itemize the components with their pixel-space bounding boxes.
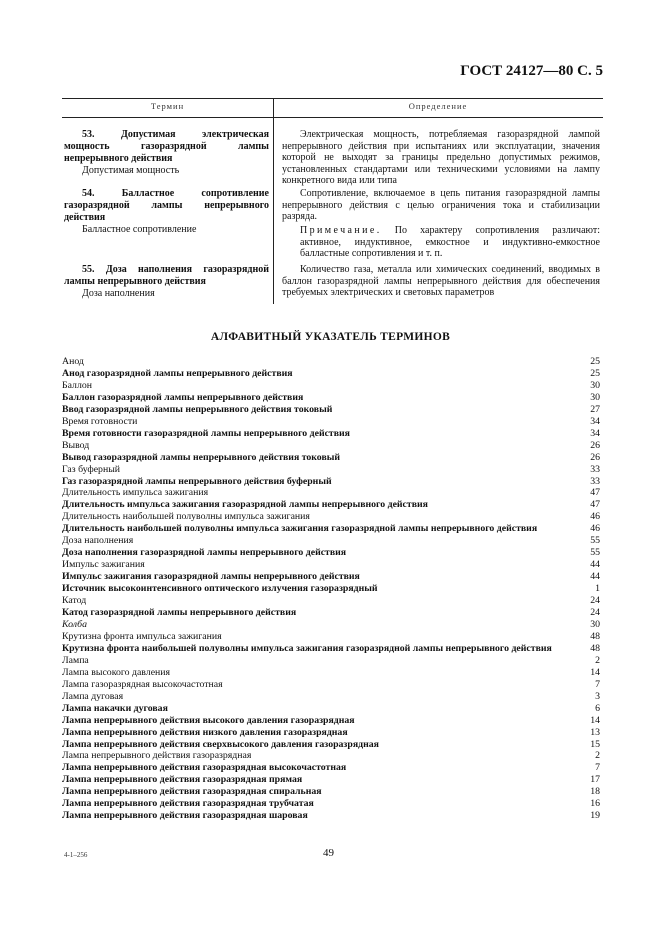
document-reference: ГОСТ 24127—80 С. 5 — [460, 63, 603, 79]
index-row — [62, 667, 600, 679]
index-term-number: 44 — [590, 559, 600, 571]
index-term: Источник высокоинтенсивного оптического излучения газоразрядный — [62, 583, 378, 595]
index-term: Катод — [62, 595, 87, 607]
index-term-number: 16 — [590, 798, 600, 810]
index-row — [62, 631, 600, 643]
index-row — [62, 810, 600, 822]
index-term: Доза наполнения газоразрядной лампы непрерывного действия — [62, 547, 347, 559]
index-row — [62, 511, 600, 523]
index-term: Лампа непрерывного действия газоразрядная шаровая — [62, 810, 308, 822]
definition-text: Сопротивление, включаемое в цепь питания газоразрядной лампы непрерывного действия с целью ограничения тока и стабилизации разряда. — [282, 188, 600, 223]
index-term: Длительность наибольшей полуволны импульса зажигания газоразрядной лампы непрерывного действия — [62, 523, 538, 535]
index-row — [62, 571, 600, 583]
index-term: Катод газоразрядной лампы непрерывного действия — [62, 607, 297, 619]
index-term: Газ буферный — [62, 463, 121, 475]
index-row — [62, 464, 600, 476]
index-term-number: 24 — [590, 607, 600, 619]
index-row — [62, 487, 600, 499]
definition-entry-54 — [282, 188, 600, 223]
index-term-number: 6 — [595, 702, 600, 714]
index-term: Лампа непрерывного действия газоразрядная высокочастотная — [62, 762, 347, 774]
index-term: Лампа накачки дуговая — [62, 702, 168, 714]
index-term: Лампа дуговая — [62, 690, 124, 702]
index-term: Лампа непрерывного действия газоразрядная прямая — [62, 774, 303, 786]
index-row — [62, 380, 600, 392]
index-row — [62, 535, 600, 547]
index-term: Баллон газоразрядной лампы непрерывного действия — [62, 391, 304, 403]
index-term: Колба — [62, 618, 88, 630]
table-header-rule — [62, 117, 603, 118]
index-term-number: 2 — [595, 654, 600, 666]
index-term: Баллон — [62, 379, 92, 391]
term-bold: 53. Допустимая электрическая мощность газоразрядной лампы непрерывного действия — [64, 129, 269, 164]
index-term: Длительность импульса зажигания — [62, 487, 209, 499]
index-term: Крутизна фронта импульса зажигания — [62, 630, 222, 642]
index-term: Лампа непрерывного действия сверхвысокого давления газоразрядная — [62, 738, 379, 750]
index-term: Анод — [62, 356, 84, 367]
index-term: Лампа газоразрядная высокочастотная — [62, 678, 223, 690]
note-entry-54 — [300, 225, 600, 260]
index-term: Лампа непрерывного действия газоразрядная спиральная — [62, 786, 322, 798]
note-text: По характеру сопротивления различают: активное, индуктивное, емкостное и индуктивно-емкостное балластные сопротивления и т. п. — [300, 225, 600, 260]
index-row — [62, 428, 600, 440]
index-row — [62, 691, 600, 703]
index-term-number: 48 — [590, 630, 600, 642]
index-row — [62, 715, 600, 727]
table-column-divider — [273, 99, 274, 304]
index-term: Длительность импульса зажигания газоразрядной лампы непрерывного действия — [62, 499, 428, 511]
index-row — [62, 356, 600, 368]
column-header-definition: Определение — [408, 101, 468, 111]
index-term-number: 46 — [590, 523, 600, 535]
term-entry-55 — [64, 264, 269, 300]
index-row — [62, 762, 600, 774]
index-term-number: 55 — [590, 547, 600, 559]
term-short: Доза наполнения — [82, 288, 155, 299]
definition-entry-55 — [282, 264, 600, 299]
index-term: Лампа непрерывного действия высокого давления газоразрядная — [62, 714, 355, 726]
index-term: Время готовности газоразрядной лампы непрерывного действия — [62, 427, 350, 439]
index-term-number: 46 — [590, 511, 600, 523]
index-term: Лампа — [62, 654, 89, 666]
print-code: 4-1–256 — [64, 851, 88, 859]
index-row — [62, 368, 600, 380]
index-row — [62, 774, 600, 786]
index-term: Импульс зажигания газоразрядной лампы непрерывного действия — [62, 571, 360, 583]
index-term: Крутизна фронта наибольшей полуволны импульса зажигания газоразрядной лампы непрерывного действия — [62, 642, 552, 654]
index-term: Длительность наибольшей полуволны импульса зажигания — [62, 511, 310, 523]
index-row — [62, 559, 600, 571]
index-row — [62, 739, 600, 751]
index-term-number: 47 — [590, 499, 600, 511]
index-term: Время готовности — [62, 415, 138, 427]
index-term-number: 25 — [590, 367, 600, 379]
index-row — [62, 750, 600, 762]
index-term: Лампа высокого давления — [62, 666, 171, 678]
index-row — [62, 643, 600, 655]
index-row — [62, 727, 600, 739]
index-term: Лампа непрерывного действия газоразрядная трубчатая — [62, 798, 314, 810]
index-title: АЛФАВИТНЫЙ УКАЗАТЕЛЬ ТЕРМИНОВ — [210, 331, 451, 343]
index-term-number: 25 — [590, 356, 600, 367]
index-row — [62, 607, 600, 619]
index-row — [62, 703, 600, 715]
index-term-number: 47 — [590, 487, 600, 499]
index-term: Лампа непрерывного действия газоразрядная — [62, 750, 252, 762]
index-term-number: 18 — [590, 786, 600, 798]
table-top-rule — [62, 98, 603, 99]
index-term-number: 3 — [595, 690, 600, 702]
index-row — [62, 499, 600, 511]
index-row — [62, 595, 600, 607]
index-row — [62, 798, 600, 810]
index-row — [62, 655, 600, 667]
page-number: 49 — [323, 847, 334, 859]
term-short: Допустимая мощность — [82, 165, 180, 176]
index-term-number: 24 — [590, 595, 600, 607]
definition-entry-53 — [282, 129, 600, 187]
index-term: Импульс зажигания — [62, 559, 145, 571]
index-term-number: 34 — [590, 427, 600, 439]
term-bold: 54. Балластное сопротивление газоразрядной лампы непрерывного действия — [64, 188, 269, 223]
index-row — [62, 583, 600, 595]
index-row — [62, 440, 600, 452]
index-term: Вывод газоразрядной лампы непрерывного действия токовый — [62, 451, 341, 463]
term-bold: 55. Доза наполнения газоразрядной лампы непрерывного действия — [64, 264, 269, 287]
index-term-number: 7 — [595, 678, 600, 690]
index-term-number: 33 — [590, 475, 600, 487]
index-row — [62, 619, 600, 631]
column-header-term: Термин — [150, 101, 185, 111]
index-term-number: 1 — [595, 583, 600, 595]
definition-text: Электрическая мощность, потребляемая газоразрядной лампой непрерывного действия при испытаниях или эксплуатации, значения которой не выходят за границы предельно допустимых режимов, установленных стандартами или техническими условиями на лампу конкретного вида или типа — [282, 129, 600, 187]
term-entry-53 — [64, 129, 269, 177]
index-term: Ввод газоразрядной лампы непрерывного действия токовый — [62, 403, 333, 415]
index-term-number: 13 — [590, 726, 600, 738]
index-term-number: 14 — [590, 666, 600, 678]
index-row — [62, 476, 600, 488]
definition-text: Количество газа, металла или химических соединений, вводимых в баллон газоразрядной лампы непрерывного действия для обеспечения требуемых электрических и световых параметров — [282, 264, 600, 299]
term-short: Балластное сопротивление — [82, 224, 197, 235]
index-term: Вывод — [62, 439, 90, 451]
term-entry-54 — [64, 188, 269, 236]
index-term-number: 30 — [590, 379, 600, 391]
index-term-number: 7 — [595, 762, 600, 774]
index-row — [62, 416, 600, 428]
index-term-number: 19 — [590, 810, 600, 822]
alphabetical-index — [62, 356, 600, 822]
index-term-number: 33 — [590, 463, 600, 475]
index-row — [62, 523, 600, 535]
index-term-number: 15 — [590, 738, 600, 750]
index-term: Анод газоразрядной лампы непрерывного действия — [62, 367, 293, 379]
index-row — [62, 547, 600, 559]
note-label: Примечание. — [300, 225, 382, 236]
index-term-number: 55 — [590, 535, 600, 547]
index-term-number: 34 — [590, 415, 600, 427]
index-term: Газ газоразрядной лампы непрерывного действия буферный — [62, 475, 332, 487]
index-row — [62, 452, 600, 464]
index-term-number: 44 — [590, 571, 600, 583]
index-term-number: 26 — [590, 439, 600, 451]
index-term-number: 26 — [590, 451, 600, 463]
index-term-number: 2 — [595, 750, 600, 762]
index-row — [62, 679, 600, 691]
index-term-number: 30 — [590, 391, 600, 403]
index-row — [62, 786, 600, 798]
index-term: Доза наполнения — [62, 535, 134, 547]
index-term-number: 14 — [590, 714, 600, 726]
index-term-number: 27 — [590, 403, 600, 415]
index-row — [62, 404, 600, 416]
index-term-number: 30 — [590, 618, 600, 630]
index-term-number: 48 — [590, 642, 600, 654]
index-row — [62, 392, 600, 404]
index-term-number: 17 — [590, 774, 600, 786]
index-term: Лампа непрерывного действия низкого давления газоразрядная — [62, 726, 348, 738]
